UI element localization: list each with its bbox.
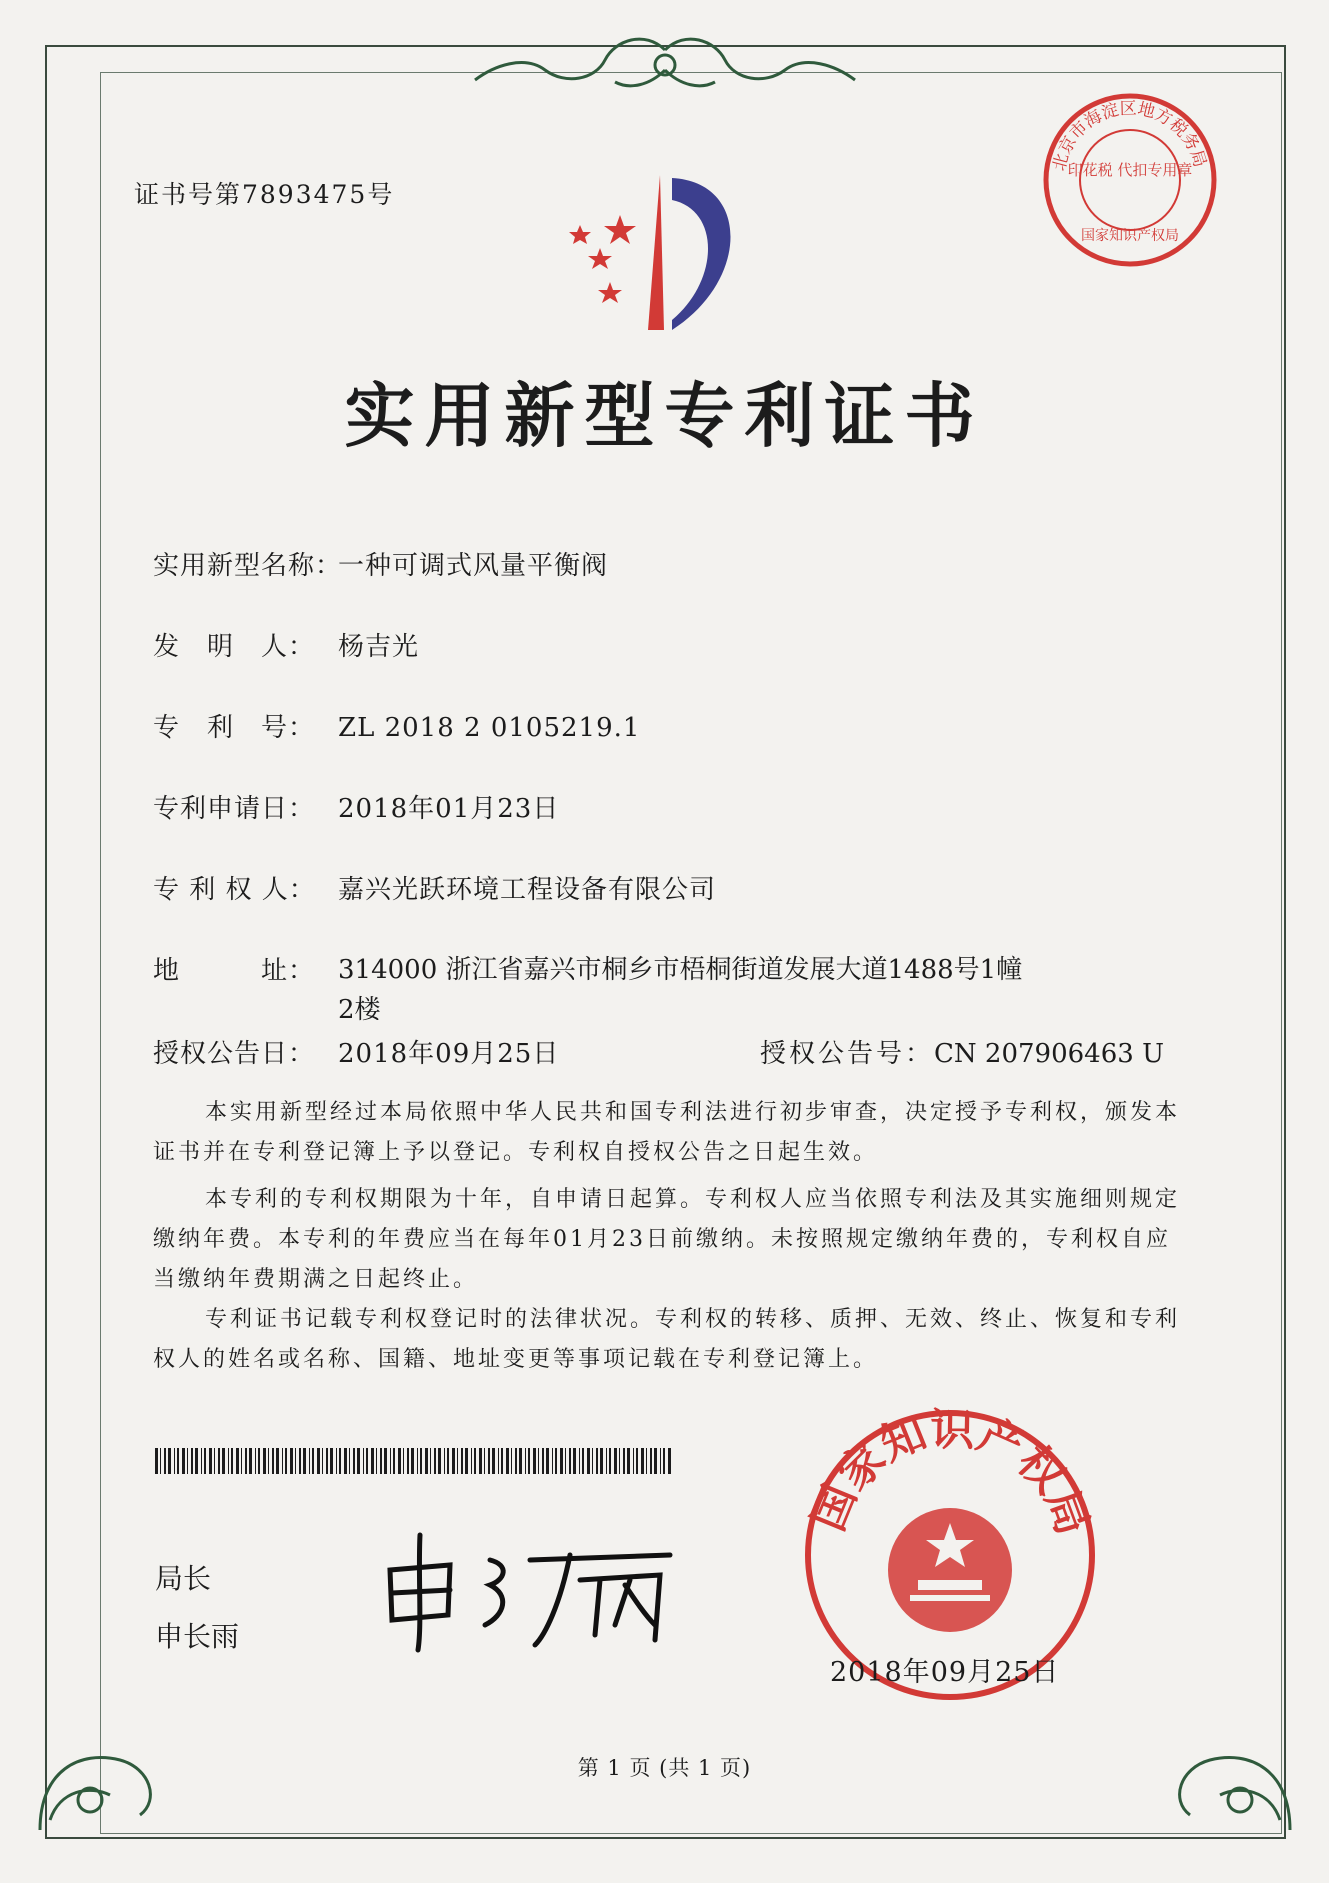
director-title: 局长 [155,1562,212,1595]
paragraph: 本实用新型经过本局依照中华人民共和国专利法进行初步审查，决定授予专利权，颁发本证书并在专利登记簿上予以登记。专利权自授权公告之日起生效。 [153,1100,1181,1165]
field-utility-model-name [153,545,608,582]
small-seal-ring-text: 北京市海淀区地方税务局 [1049,98,1210,173]
top-ornament-icon [465,30,865,110]
field-label: 地 址： [153,956,316,986]
field-patentee [153,869,716,906]
field-value: 一种可调式风量平衡阀 [338,551,609,581]
field-grant-date [153,1033,559,1070]
big-seal-ring-text: 国家知识产权局 [802,1405,1099,1542]
field-label: 发 明 人： [153,632,316,662]
field-label: 专 利 号： [153,713,316,743]
field-label: 专利申请日： [153,794,316,824]
field-address-label [153,950,338,987]
small-seal-bottom-text: 国家知识产权局 [1081,228,1179,244]
page-footer: 第 1 页 (共 1 页) [577,1756,752,1780]
paragraph: 本专利的专利权期限为十年，自申请日起算。专利权人应当依照专利法及其实施细则规定缴纳年费。本专利的年费应当在每年01月23日前缴纳。未按照规定缴纳年费的，专利权自应当缴纳年费期满之日起终止。 [153,1187,1181,1292]
field-label: 授权公告号： [760,1039,935,1069]
seal-date: 2018年09月25日 [830,1657,1060,1688]
director-name: 申长雨 [155,1620,240,1653]
small-seal-center-text: 印花税 代扣专用章 [1067,161,1193,179]
field-value: 2018年09月25日 [338,1039,560,1069]
director-block [155,1550,239,1666]
field-value: 杨吉光 [338,632,420,662]
field-label: 实用新型名称： [153,551,343,581]
field-label: 专 利 权 人： [153,875,316,905]
field-value: 嘉兴光跃环境工程设备有限公司 [338,875,717,905]
field-inventor [153,626,419,663]
field-grant-number [760,1033,1164,1070]
field-value: ZL 2018 2 0105219.1 [338,713,641,743]
tax-stamp-seal-icon [1040,90,1220,270]
patent-office-logo-icon [560,170,780,340]
field-patent-number [153,707,640,744]
field-label: 授权公告日： [153,1039,316,1069]
field-address-value: 314000 浙江省嘉兴市桐乡市梧桐街道发展大道1488号1幢 2楼 [338,955,1023,1025]
field-value: CN 207906463 U [934,1039,1164,1069]
certificate-number: 证书号第7893475号 [134,180,395,209]
certificate-title: 实用新型专利证书 [344,374,985,457]
field-filing-date [153,788,559,825]
paragraph: 专利证书记载专利权登记时的法律状况。专利权的转移、质押、无效、终止、恢复和专利权人的姓名或名称、国籍、地址变更等事项记载在专利登记簿上。 [153,1307,1181,1372]
barcode-icon [155,1448,675,1474]
director-signature-icon [370,1525,690,1655]
field-value: 2018年01月23日 [338,794,560,824]
